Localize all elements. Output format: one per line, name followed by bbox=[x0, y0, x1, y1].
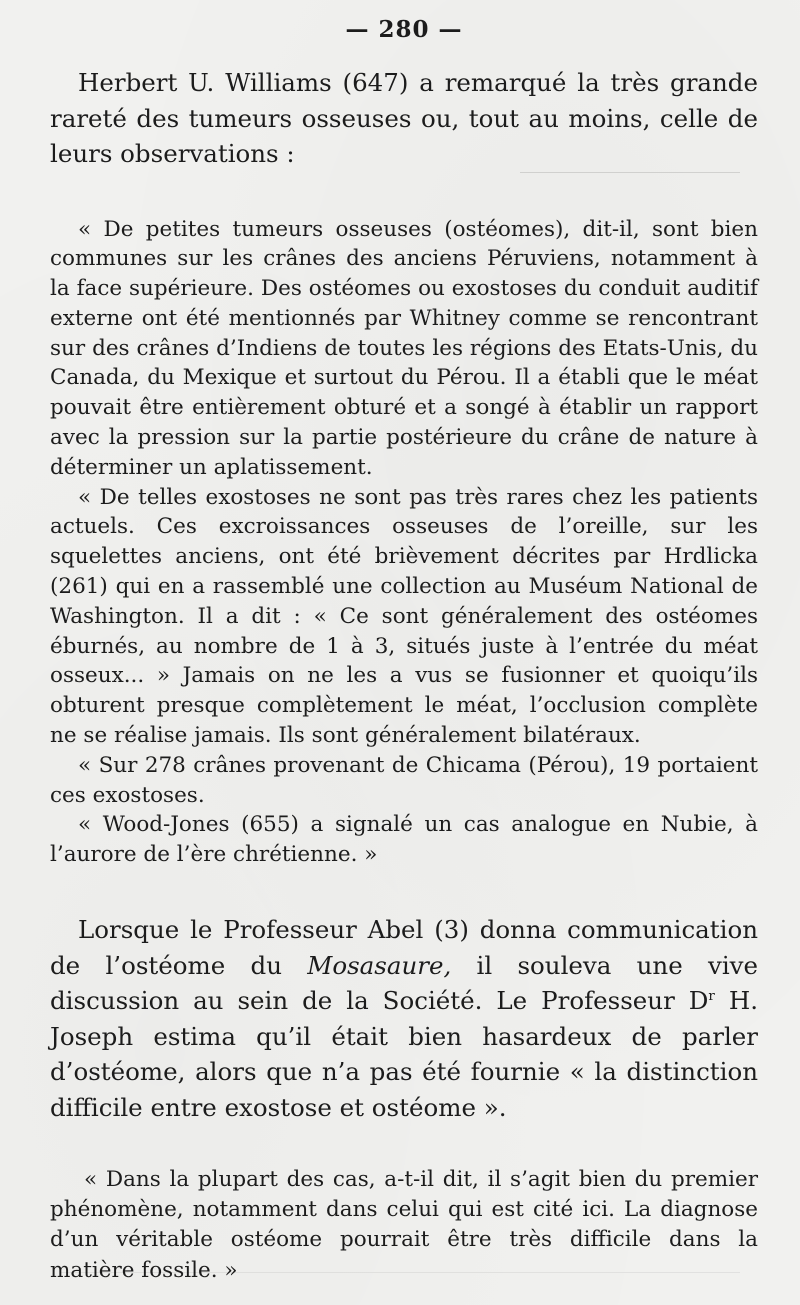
bleed-through-mark bbox=[60, 1272, 740, 1273]
quote-paragraph-3: « Sur 278 crânes provenant de Chicama (Pérou), 19 portaient ces exostoses. bbox=[50, 752, 758, 808]
main-text-part-3: H. Joseph estima qu’il était bien hasardeux de parler d’ostéome, alors que n’a pas été fournie « la distinction difficile entre exostose et ostéome ». bbox=[50, 986, 758, 1122]
quote-block bbox=[50, 215, 758, 871]
main-text-part-2: il souleva une vive discussion au sein de la Société. Le Professeur D bbox=[50, 950, 758, 1016]
doctor-superscript: r bbox=[708, 987, 715, 1004]
mosasaure-italic: Mosasaure, bbox=[307, 950, 452, 980]
intro-paragraph: Herbert U. Williams (647) a remarqué la très grande rareté des tumeurs osseuses ou, tout au moins, celle de leurs observations : bbox=[50, 68, 758, 168]
quote-paragraph-4: « Wood-Jones (655) a signalé un cas analogue en Nubie, à l’aurore de l’ère chrétienne. » bbox=[50, 812, 758, 868]
bleed-through-mark bbox=[520, 172, 740, 173]
main-text-part-1: Lorsque le Professeur Abel (3) donna communication de l’ostéome du bbox=[50, 915, 758, 980]
quote-paragraph-1: « De petites tumeurs osseuses (ostéomes), dit-il, sont bien communes sur les crânes des anciens Péruviens, notamment à la face supérieure. Des ostéomes ou exostoses du conduit auditif externe ont été mentionnés par Whitney comme se rencontrant sur des crânes d’Indiens de toutes les régions des Etats-Unis, du Canada, du Mexique et surtout du Pérou. Il a établi que le méat pouvait être entièrement obturé et a songé à établir un rapport avec la pression sur la partie postérieure du crâne de nature à déterminer un aplatissement. bbox=[50, 216, 758, 480]
main-paragraph bbox=[50, 912, 758, 1125]
final-quote-paragraph: « Dans la plupart des cas, a-t-il dit, il s’agit bien du premier phénomène, notamment dans celui qui est cité ici. La diagnose d’un véritable ostéome pourrait être très difficile dans la matière fossile. » bbox=[50, 1167, 758, 1283]
page-number: — 280 — bbox=[345, 16, 463, 43]
quote-paragraph-2: « De telles exostoses ne sont pas très rares chez les patients actuels. Ces excroissances osseuses de l’oreille, sur les squelettes anciens, ont été brièvement décrites par Hrdlicka (261) qui en a rassemblé une collection au Muséum National de Washington. Il a dit : « Ce sont généralement des ostéomes éburnés, au nombre de 1 à 3, situés juste à l’entrée du méat osseux... » Jamais on ne les a vus se fusionner et quoiqu’ils obturent presque complètement le méat, l’occlusion complète ne se réalise jamais. Ils sont généralement bilatéraux. bbox=[50, 484, 758, 749]
